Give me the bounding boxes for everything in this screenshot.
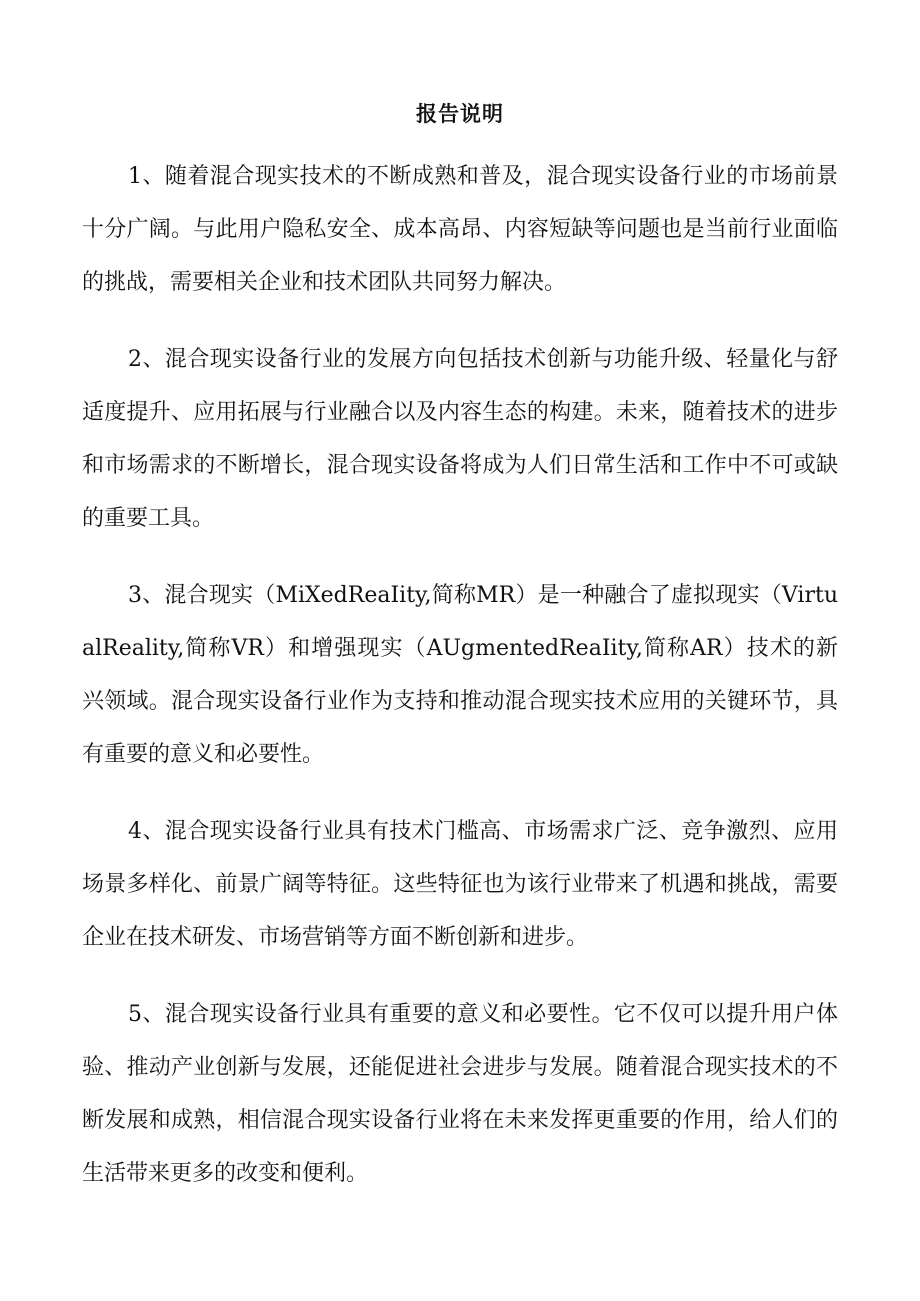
paragraph-3: 3、混合现实（MiXedReaIity,简称MR）是一种融合了虚拟现实（VirtualReality,简称VR）和增强现实（AUgmentedReaIity,简称AR）技术的新兴领域。混合现实设备行业作为支持和推动混合现实技术应用的关键环节，具有重要的意义和必要性。 [82, 583, 838, 767]
paragraph-2: 2、混合现实设备行业的发展方向包括技术创新与功能升级、轻量化与舒适度提升、应用拓展与行业融合以及内容生态的构建。未来，随着技术的进步和市场需求的不断增长，混合现实设备将成为人们日常生活和工作中不可或缺的重要工具。 [82, 347, 838, 531]
page-title: 报告说明 [416, 101, 504, 126]
paragraph-4: 4、混合现实设备行业具有技术门槛高、市场需求广泛、竞争激烈、应用场景多样化、前景广阔等特征。这些特征也为该行业带来了机遇和挑战，需要企业在技术研发、市场营销等方面不断创新和进步。 [82, 819, 838, 950]
paragraph-5: 5、混合现实设备行业具有重要的意义和必要性。它不仅可以提升用户体验、推动产业创新与发展，还能促进社会进步与发展。随着混合现实技术的不断发展和成熟，相信混合现实设备行业将在未来发挥更重要的作用，给人们的生活带来更多的改变和便利。 [82, 1002, 838, 1186]
report-body [82, 150, 838, 1224]
paragraph-1: 1、随着混合现实技术的不断成熟和普及，混合现实设备行业的市场前景十分广阔。与此用户隐私安全、成本高昂、内容短缺等问题也是当前行业面临的挑战，需要相关企业和技术团队共同努力解决。 [82, 164, 838, 295]
